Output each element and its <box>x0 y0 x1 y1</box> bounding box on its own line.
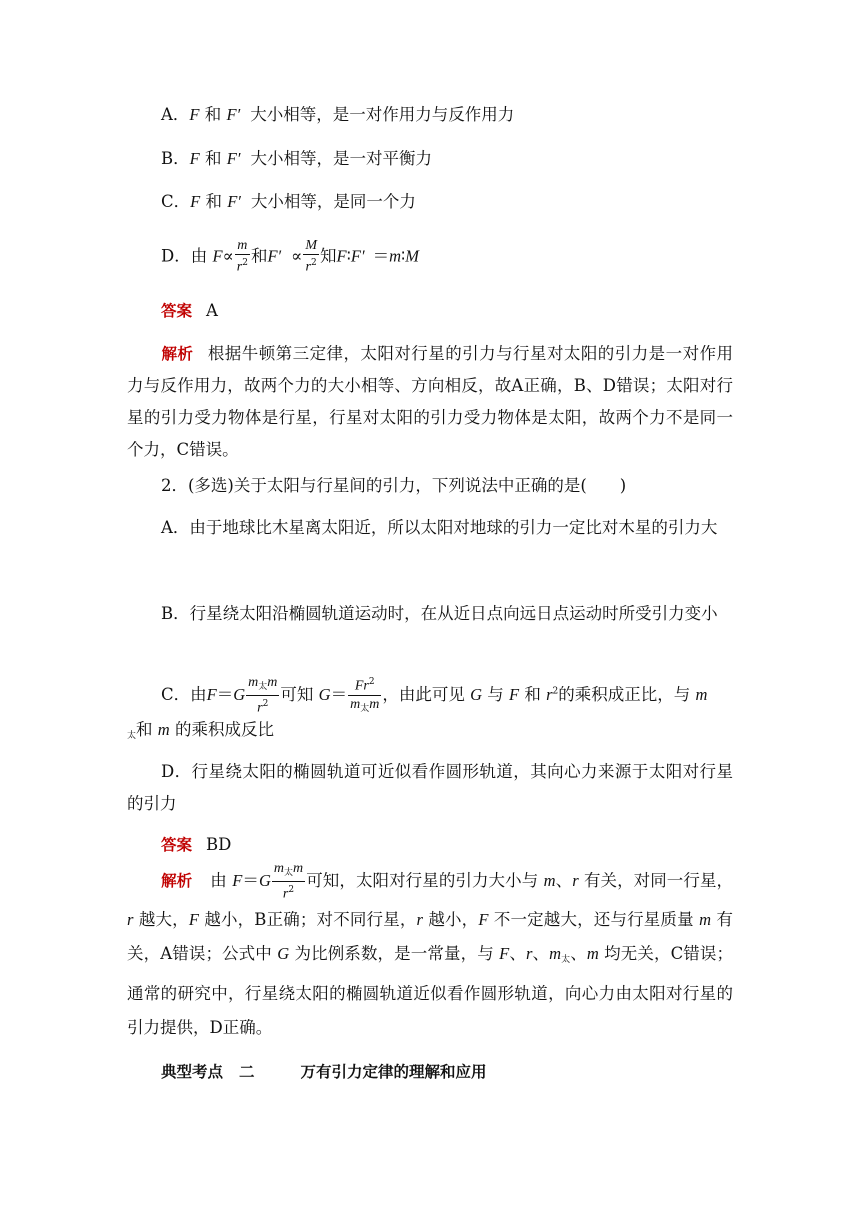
option-text: A．由于地球比木星离太阳近，所以太阳对地球的引力一定比对木星的引力大 <box>161 518 718 537</box>
numerator: m <box>235 238 250 255</box>
denominator <box>235 255 250 276</box>
q2-option-c-cont <box>127 719 274 747</box>
var-F: F <box>190 192 201 211</box>
var-F-prime: F′ <box>350 246 365 266</box>
var-F-prime: F′ <box>226 105 241 124</box>
var-m: m <box>699 909 712 929</box>
denominator <box>246 696 279 717</box>
answer-value: BD <box>206 835 232 854</box>
numerator <box>272 860 305 882</box>
var-m: m <box>549 943 562 963</box>
text-segment: 越大， <box>138 909 189 929</box>
exponent: 2 <box>552 686 559 697</box>
fraction-Fr2-over-msun-m <box>348 674 381 717</box>
var-m: m <box>248 675 259 690</box>
q1-option-b <box>161 148 432 170</box>
fraction-msun-m-over-r2 <box>246 674 279 717</box>
q1-answer <box>161 300 218 322</box>
q1-option-a <box>161 104 514 126</box>
var-r: r <box>305 259 311 275</box>
section-name: 万有引力定律的理解和应用 <box>300 1063 487 1081</box>
separator: 、 <box>570 943 587 963</box>
subscript-sun: 太 <box>127 731 137 741</box>
text-segment: 越小，B正确；对不同行星， <box>204 909 417 929</box>
var-M: M <box>405 246 420 266</box>
numerator <box>246 674 279 696</box>
equals-sign: ＝ <box>372 246 390 266</box>
text-segment: 均无关，C错误；通常的研究中，行星绕太阳的椭圆轨道近似看作圆形轨道，向心力由太阳对行星的引力提供，D正确。 <box>127 943 734 1037</box>
q2-option-b <box>127 598 733 630</box>
option-text: D．行星绕太阳的椭圆轨道可近似看作圆形轨道，其向心力来源于太阳对行星的引力 <box>127 762 733 813</box>
subscript-sun: 太 <box>258 682 268 692</box>
option-label: C． <box>161 192 191 211</box>
var-F: F <box>189 149 200 168</box>
analysis-label: 解析 <box>161 345 194 363</box>
var-F: F <box>189 105 200 124</box>
word-know: 知 <box>319 246 337 266</box>
word-and: 和 <box>250 246 268 266</box>
var-m: m <box>267 675 278 690</box>
q2-option-a <box>127 512 733 544</box>
var-F: F <box>212 246 223 266</box>
text-segment: 不一定越大，还与行星质量 <box>493 909 694 929</box>
q2-answer <box>161 834 231 856</box>
ratio-colon: ∶ <box>401 246 406 266</box>
var-F: F <box>499 943 510 963</box>
var-G: G <box>277 943 290 963</box>
denominator <box>272 882 305 903</box>
equals-sign: ＝ <box>242 870 259 890</box>
q2-analysis <box>127 860 733 1045</box>
text-segment: 的乘积成反比 <box>174 720 274 739</box>
var-F: F <box>336 246 347 266</box>
var-r: r <box>127 909 134 929</box>
var-m: m <box>695 684 708 704</box>
q2-option-c <box>161 674 707 717</box>
var-r: r <box>546 684 553 704</box>
var-F: F <box>188 909 199 929</box>
text-segment: 由 <box>210 870 227 890</box>
answer-value: A <box>206 301 218 320</box>
text-segment: 有关，A错误；公式中 <box>127 909 733 963</box>
var-F: F <box>206 684 217 704</box>
var-r: r <box>572 870 579 890</box>
option-label: B． <box>161 149 190 168</box>
var-G: G <box>258 870 271 890</box>
subscript-sun: 太 <box>284 868 294 878</box>
exponent: 2 <box>288 885 295 895</box>
proportional-symbol: ∝ <box>291 246 303 266</box>
question-stem: 2．(多选)关于太阳与行星间的引力，下列说法中正确的是( ) <box>161 476 627 495</box>
analysis-text: 根据牛顿第三定律，太阳对行星的引力与行星对太阳的引力是一对作用力与反作用力，故两个力的大小相等、方向相反，故A正确，B、D错误；太阳对行星的引力受力物体是行星，行星对太阳的引力受力物体是太阳，故两个力不是同一个力，C错误。 <box>127 344 733 459</box>
var-F-prime: F′ <box>226 149 241 168</box>
var-r: r <box>236 259 243 275</box>
word-and: 和 <box>204 149 222 168</box>
analysis-label: 解析 <box>161 871 193 890</box>
equals-sign: ＝ <box>216 684 234 704</box>
word-and: 和 <box>524 684 541 704</box>
exponent: 2 <box>262 699 269 709</box>
text-segment: 为比例系数，是一常量，与 <box>294 943 494 963</box>
proportional-symbol: ∝ <box>222 246 234 266</box>
text-segment: 越小， <box>428 909 479 929</box>
var-F: F <box>509 684 520 704</box>
var-m: m <box>350 696 361 712</box>
var-r: r <box>525 943 533 963</box>
text-segment: 有关，对同一行星， <box>583 870 734 890</box>
separator: 、 <box>532 943 550 963</box>
var-m: m <box>273 861 285 876</box>
answer-label: 答案 <box>161 836 193 854</box>
word-and: 和 <box>205 192 222 211</box>
text-segment: 的乘积成正比，与 <box>558 684 691 704</box>
var-m: m <box>586 943 599 963</box>
var-G: G <box>318 684 331 704</box>
fraction-msun-m-over-r2 <box>272 860 305 903</box>
var-F: F <box>232 870 243 890</box>
option-text: 大小相等，是一对作用力与反作用力 <box>250 105 515 124</box>
word-with: 与 <box>487 684 504 704</box>
fraction-m-over-r2 <box>235 238 250 276</box>
text-segment: ，由此可见 <box>382 684 465 704</box>
word-and: 和 <box>136 720 153 739</box>
denominator <box>348 696 381 717</box>
separator: 、 <box>509 943 526 963</box>
section-title: 典型考点 <box>161 1063 224 1081</box>
section-number: 二 <box>239 1063 255 1081</box>
var-G: G <box>470 684 483 704</box>
option-label: C．由 <box>161 684 207 704</box>
var-F-prime: F′ <box>227 192 241 211</box>
separator: 、 <box>555 870 573 890</box>
var-F-prime: F′ <box>267 246 282 266</box>
var-Fr: Fr <box>354 678 369 694</box>
section-heading <box>161 1061 487 1083</box>
option-label: D．由 <box>161 246 208 266</box>
q1-option-d <box>161 238 419 276</box>
subscript-sun: 太 <box>360 703 370 714</box>
subscript-sun: 太 <box>561 954 571 965</box>
fraction-M-over-r2 <box>303 238 319 276</box>
var-r: r <box>257 700 263 716</box>
exponent: 2 <box>368 677 375 687</box>
var-m: m <box>293 861 304 876</box>
equals-sign: ＝ <box>330 684 348 704</box>
option-text: 大小相等，是一对平衡力 <box>250 149 432 168</box>
option-text: B．行星绕太阳沿椭圆轨道运动时，在从近日点向远日点运动时所受引力变小 <box>161 604 718 623</box>
q1-option-c <box>161 191 416 213</box>
var-m: m <box>157 720 170 739</box>
option-text: 大小相等，是同一个力 <box>250 192 416 211</box>
q1-analysis <box>127 338 733 466</box>
var-m: m <box>543 870 556 890</box>
exponent: 2 <box>311 258 317 268</box>
numerator <box>348 674 381 696</box>
answer-label: 答案 <box>161 302 193 320</box>
q2-stem <box>161 475 626 497</box>
word-know: 可知 <box>280 684 314 704</box>
var-r: r <box>416 909 423 929</box>
var-r: r <box>282 886 289 902</box>
var-G: G <box>233 684 246 704</box>
option-label: A． <box>161 105 190 124</box>
denominator <box>303 255 319 276</box>
var-F: F <box>478 909 489 929</box>
var-m: m <box>369 696 380 712</box>
ratio-colon: ∶ <box>346 246 351 266</box>
q2-option-d <box>127 756 733 820</box>
numerator: M <box>305 238 317 253</box>
word-and: 和 <box>204 105 222 124</box>
var-m: m <box>389 246 401 266</box>
exponent: 2 <box>242 258 248 268</box>
text-segment: 可知，太阳对行星的引力大小与 <box>306 870 539 890</box>
